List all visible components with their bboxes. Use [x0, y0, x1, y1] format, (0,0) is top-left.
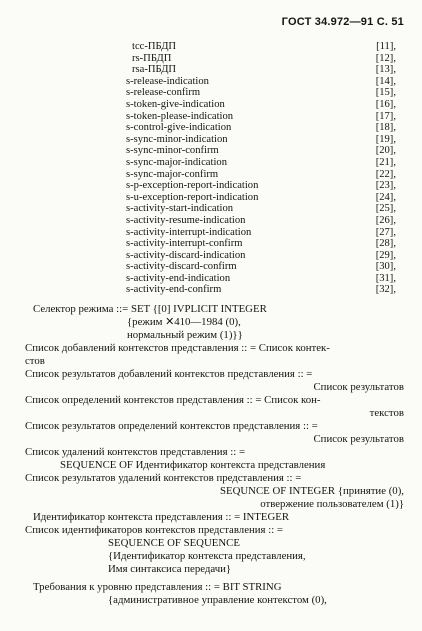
choice-entry [126, 284, 396, 296]
del-list-line-1: Список удалений контекстов представления :: = [25, 446, 246, 458]
choice-entry [126, 134, 396, 146]
del-result-line-2: SEQUNCE OF INTEGER {принятие (0), [219, 485, 404, 497]
entry-name: s-activity-resume-indication [126, 214, 246, 226]
entry-name: s-token-please-indication [126, 110, 234, 122]
choice-entry [126, 76, 396, 88]
choice-entry [126, 227, 396, 239]
entry-number: [16], [375, 98, 396, 110]
add-result-line-2: Список результатов [313, 381, 404, 393]
ctx-ids-line-1: Список идентификаторов контекстов представления :: = [25, 524, 283, 536]
ctx-ids-line-2: SEQUENCE OF SEQUENCE [108, 537, 240, 549]
entry-name: s-sync-major-confirm [126, 168, 219, 180]
entry-number: [12], [375, 52, 396, 64]
entry-name: s-control-give-indication [126, 122, 232, 134]
entry-number: [31], [375, 272, 396, 284]
def-result-line-1: Список результатов определений контекстов представления :: = [25, 420, 318, 432]
entry-number: [26], [375, 214, 396, 226]
choice-entry [126, 53, 396, 65]
entry-number: [30], [375, 261, 396, 273]
page-header: ГОСТ 34.972—91 С. 51 [281, 16, 404, 28]
choice-entry [126, 273, 396, 285]
entry-number: [27], [375, 226, 396, 238]
choice-entry [126, 250, 396, 262]
entry-name: s-release-confirm [126, 87, 201, 99]
ctx-ids-line-4: Имя синтаксиса передачи} [108, 563, 232, 575]
choice-entry [126, 192, 396, 204]
entry-number: [20], [375, 145, 396, 157]
del-result-line-3: отвержение пользователем (1)} [260, 498, 404, 510]
entry-name: rs-ПБДП [132, 52, 172, 64]
def-list-line-1: Список определений контекстов представления :: = Список кон- [25, 394, 321, 406]
entry-name: s-p-exception-report-indication [126, 180, 259, 192]
choice-entries [126, 41, 396, 296]
entry-name: s-activity-discard-confirm [126, 261, 237, 273]
entry-number: [22], [375, 168, 396, 180]
choice-entry [126, 87, 396, 99]
choice-entry [126, 261, 396, 273]
entry-number: [28], [375, 238, 396, 250]
selector-line-2: {режим ✕410—1984 (0), [127, 316, 241, 328]
entry-name: s-activity-start-indication [126, 203, 234, 215]
entry-number: [15], [375, 87, 396, 99]
entry-name: s-activity-end-indication [126, 272, 231, 284]
entry-number: [29], [375, 249, 396, 261]
entry-name: s-token-give-indication [126, 98, 225, 110]
choice-entry [126, 111, 396, 123]
requirements-line-2: {административное управление контекстом (0), [108, 594, 327, 606]
choice-entry [126, 238, 396, 250]
choice-entry [126, 157, 396, 169]
entry-number: [13], [375, 64, 396, 76]
entry-name: s-activity-interrupt-confirm [126, 238, 243, 250]
ctx-id-line: Идентификатор контекста представления :: = INTEGER [33, 511, 290, 523]
ctx-ids-line-3: {Идентификатор контекста представления, [108, 550, 306, 562]
entry-name: s-activity-end-confirm [126, 284, 222, 296]
choice-entry [126, 215, 396, 227]
entry-name: s-sync-minor-indication [126, 133, 228, 145]
entry-name: s-sync-minor-confirm [126, 145, 219, 157]
add-result-line-1: Список результатов добавлений контекстов представления :: = [25, 368, 313, 380]
entry-name: s-u-exception-report-indication [126, 191, 259, 203]
entry-name: s-activity-discard-indication [126, 249, 246, 261]
entry-number: [21], [375, 156, 396, 168]
choice-entry [126, 64, 396, 76]
choice-entry [126, 99, 396, 111]
def-result-line-2: Список результатов [313, 433, 404, 445]
choice-entry [126, 180, 396, 192]
entry-name: s-release-indication [126, 75, 209, 87]
choice-entry [126, 122, 396, 134]
entry-number: [17], [375, 110, 396, 122]
def-list-line-2: текстов [369, 407, 404, 419]
entry-name: s-activity-interrupt-indication [126, 226, 252, 238]
entry-number: [32], [375, 284, 396, 296]
del-list-line-2: SEQUENCE OF Идентификатор контекста представления [60, 459, 326, 471]
requirements-line-1: Требования к уровню представления :: = BIT STRING [33, 581, 282, 593]
entry-number: [11], [376, 41, 396, 52]
choice-entry [126, 41, 396, 53]
selector-line: Селектор режима ::= SET {[0] IVPLICIT INTEGER [33, 303, 267, 315]
entry-number: [24], [375, 191, 396, 203]
entry-name: s-sync-major-indication [126, 156, 227, 168]
selector-line-3: нормальный режим (1)}} [127, 329, 243, 341]
entry-number: [23], [375, 180, 396, 192]
entry-name: tcc-ПБДП [132, 41, 177, 52]
choice-entry [126, 203, 396, 215]
del-result-line-1: Список результатов удалений контекстов представления :: = [25, 472, 302, 484]
add-list-line-2: стов [25, 355, 45, 367]
choice-entry [126, 145, 396, 157]
entry-name: rsa-ПБДП [132, 64, 177, 76]
add-list-line-1: Список добавлений контекстов представления :: = Список контек- [25, 342, 330, 354]
entry-number: [14], [375, 75, 396, 87]
entry-number: [18], [375, 122, 396, 134]
entry-number: [25], [375, 203, 396, 215]
choice-entry [126, 169, 396, 181]
entry-number: [19], [375, 133, 396, 145]
